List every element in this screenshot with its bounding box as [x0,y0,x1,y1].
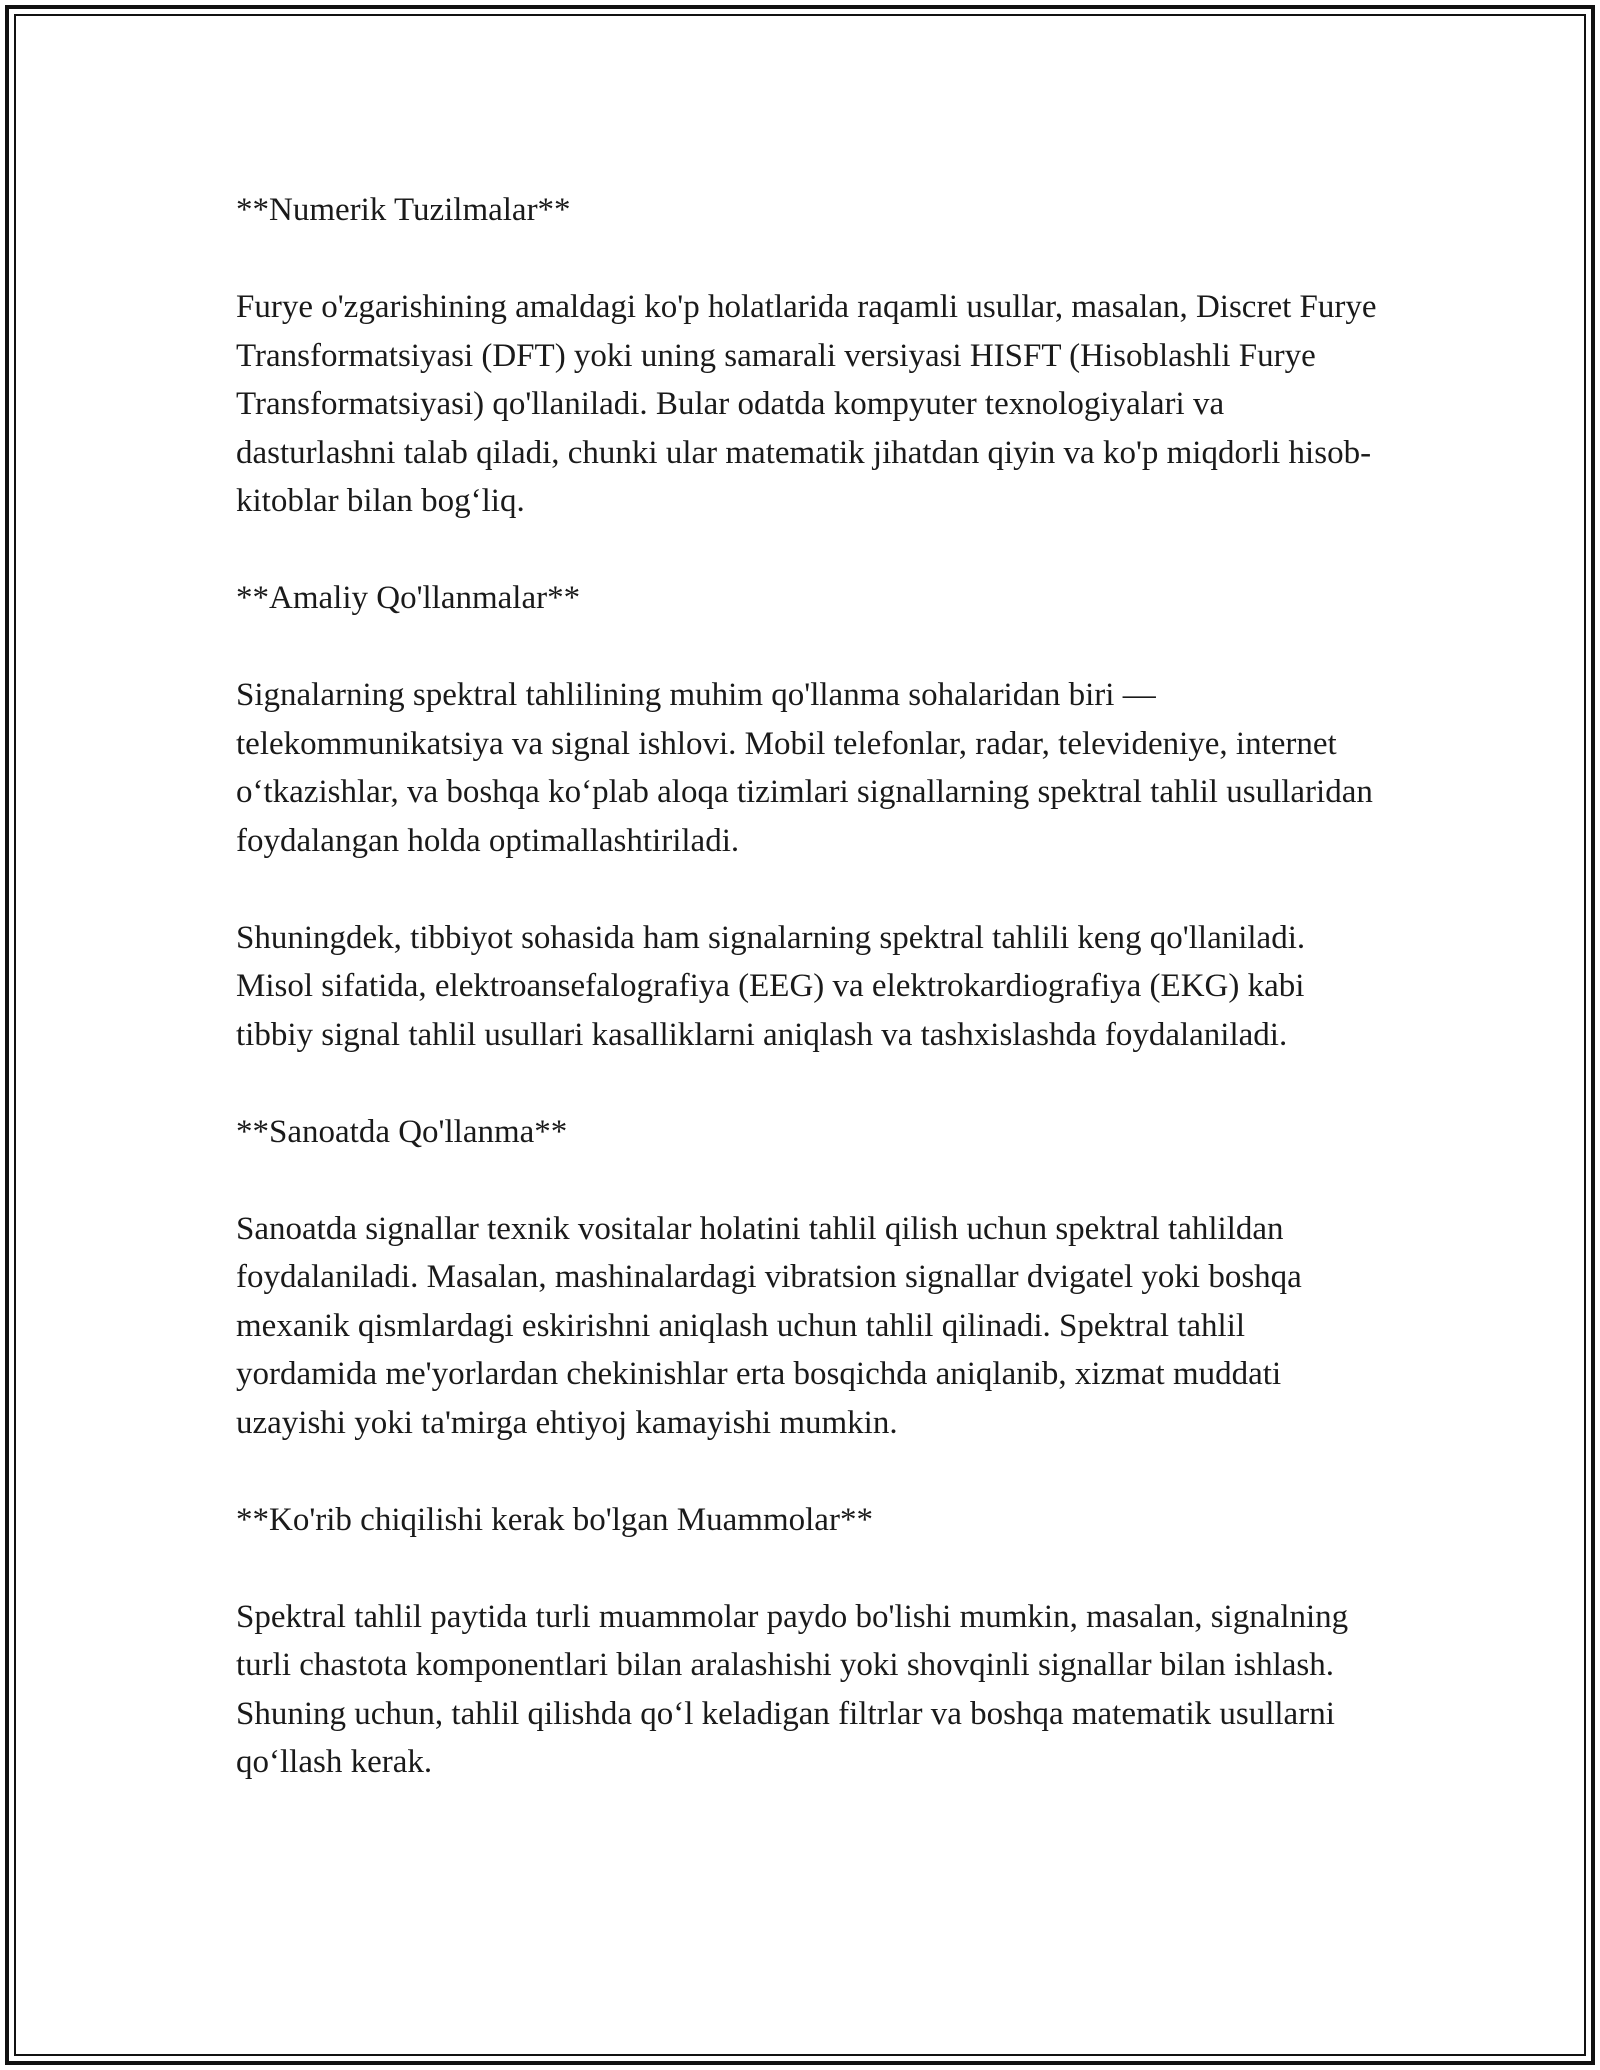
heading-amaliy-qollanmalar: **Amaliy Qo'llanmalar** [236,580,581,616]
paragraph-sanoat: Sanoatda signallar texnik vositalar holatini tahlil qilish uchun spektral tahlildan foydalaniladi. Masalan, mashinalardagi vibratsion signallar dvigatel yoki boshqa mexanik qismlardagi eskirishni aniqlash uchun tahlil qilinadi. Spektral tahlil yordamida me'yorlardan chekinishlar erta bosqichda aniqlanib, xizmat muddati uzayishi yoki ta'mirga ehtiyoj kamayishi mumkin. [236,1210,1302,1441]
heading-sanoatda-qollanma: **Sanoatda Qo'llanma** [236,1113,568,1150]
heading-numerik-tuzilmalar: **Numerik Tuzilmalar** [236,192,571,228]
paragraph-muammolar: Spektral tahlil paytida turli muammolar paydo bo'lishi mumkin, masalan, signalning turli chastota komponentlari bilan aralashishi yoki shovqinli signallar bilan ishlash. Shuning uchun, tahlil qilishda qo‘l keladigan filtrlar va boshqa matematik usullarni qo‘llash kerak. [236,1598,1349,1780]
paragraph-telekommunikatsiya: Signalarning spektral tahlilining muhim qo'llanma sohalaridan biri — telekommunikatsiya va signal ishlovi. Mobil telefonlar, radar, televideniye, internet o‘tkazishlar, va boshqa ko‘plab aloqa tizimlari signallarning spektral tahlil usullaridan foydalangan holda optimallashtiriladi. [236,677,1373,859]
paragraph-numerik: Furye o'zgarishining amaldagi ko'p holatlarida raqamli usullar, masalan, Discret Furye Transformatsiyasi (DFT) yoki uning samarali versiyasi HISFT (Hisoblashli Furye Transformatsiyasi) qo'llaniladi. Bular odatda kompyuter texnologiyalari va dasturlashni talab qiladi, chunki ular matematik jihatdan qiyin va ko'p miqdorli hisob-kitoblar bilan bog‘liq. [236,289,1377,519]
document-body [236,186,1386,1835]
paragraph-tibbiyot: Shuningdek, tibbiyot sohasida ham signalarning spektral tahlili keng qo'llaniladi. Misol sifatida, elektroansefalografiya (EEG) va elektrokardiografiya (EKG) kabi tibbiy signal tahlil usullari kasalliklarni aniqlash va tashxislashda foydalaniladi. [236,919,1306,1053]
heading-muammolar: **Ko'rib chiqilishi kerak bo'lgan Muammolar** [236,1501,873,1538]
